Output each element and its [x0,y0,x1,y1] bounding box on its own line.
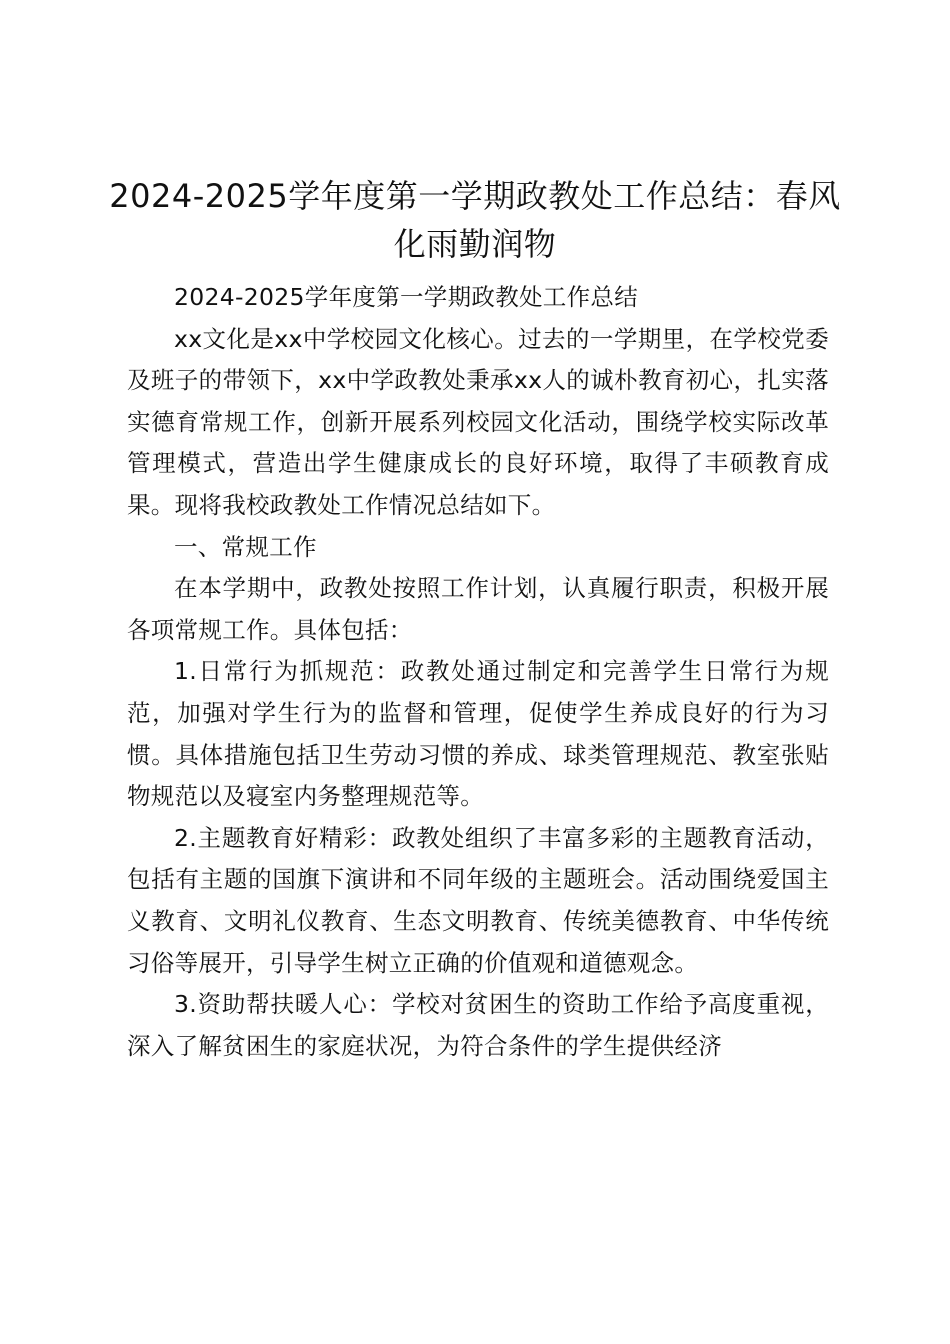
document-body [127,277,829,1067]
paragraph-item-2: 2.主题教育好精彩：政教处组织了丰富多彩的主题教育活动，包括有主题的国旗下演讲和不同年级的主题班会。活动围绕爱国主义教育、文明礼仪教育、生态文明教育、传统美德教育、中华传统习俗等展开，引导学生树立正确的价值观和道德观念。 [127,823,829,977]
section-heading-routine-work: 一、常规工作 [174,532,317,561]
paragraph-routine-overview: 在本学期中，政教处按照工作计划，认真履行职责，积极开展各项常规工作。具体包括： [127,574,829,644]
paragraph-intro: xx文化是xx中学校园文化核心。过去的一学期里，在学校党委及班子的带领下，xx中学政教处秉承xx人的诚朴教育初心，扎实落实德育常规工作，创新开展系列校园文化活动，围绕学校实际改革管理模式，营造出学生健康成长的良好环境，取得了丰硕教育成果。现将我校政教处工作情况总结如下。 [127,324,829,519]
paragraph-item-1: 1.日常行为抓规范：政教处通过制定和完善学生日常行为规范，加强对学生行为的监督和管理，促使学生养成良好的行为习惯。具体措施包括卫生劳动习惯的养成、球类管理规范、教室张贴物规范以及寝室内务整理规范等。 [127,657,829,811]
document-title: 2024-2025学年度第一学期政教处工作总结：春风化雨勤润物 [109,177,841,263]
paragraph-item-3: 3.资助帮扶暖人心：学校对贫困生的资助工作给予高度重视，深入了解贫困生的家庭状况，为符合条件的学生提供经济 [127,990,829,1060]
paragraph-subtitle: 2024-2025学年度第一学期政教处工作总结 [174,283,638,311]
